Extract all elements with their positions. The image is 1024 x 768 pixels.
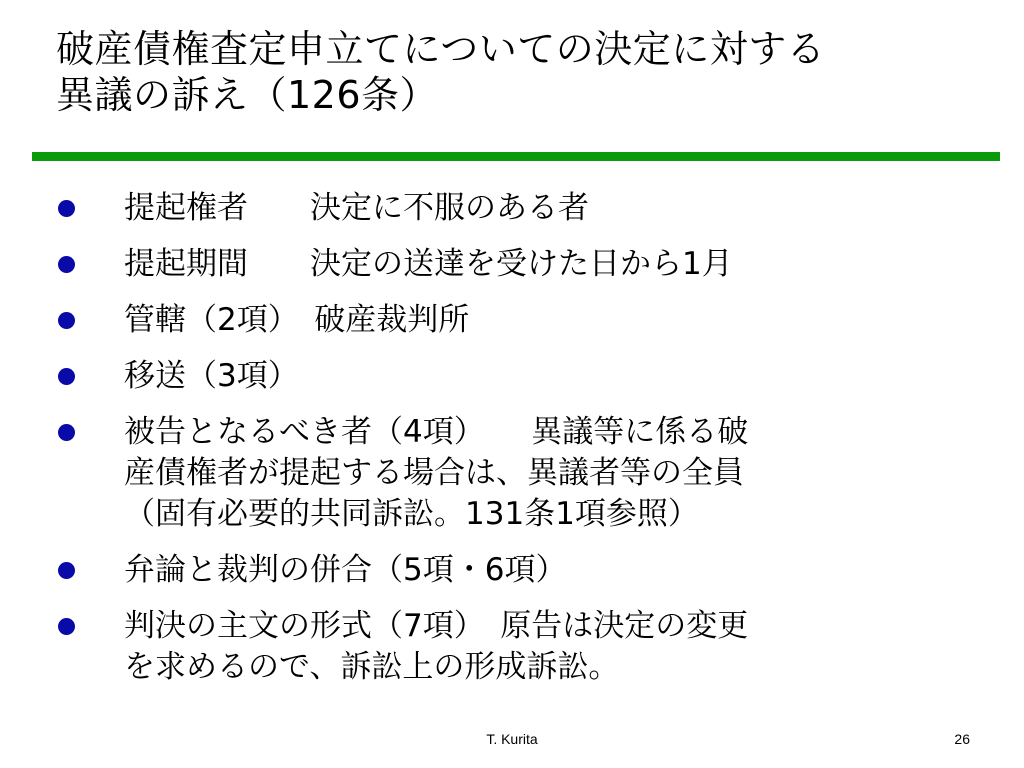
bullet-text: （固有必要的共同訴訟。131条1項参照） [124, 496, 699, 532]
bullet-dot-icon [58, 424, 75, 441]
bullet-item [56, 300, 956, 341]
bullet-text: 提起期間 決定の送達を受けた日から1月 [124, 246, 733, 282]
bullet-text: 判決の主文の形式（7項） 原告は決定の変更 [124, 608, 749, 644]
bullet-item [56, 550, 956, 591]
title-divider [32, 152, 1000, 161]
bullet-dot-icon [58, 368, 75, 385]
bullet-text: 弁論と裁判の併合（5項・6項） [124, 552, 567, 588]
bullet-item [56, 412, 956, 535]
bullet-item [56, 606, 956, 688]
bullet-item [56, 356, 956, 397]
bullet-list [56, 188, 956, 703]
footer-author: T. Kurita [486, 731, 538, 747]
bullet-dot-icon [58, 618, 75, 635]
bullet-text: を求めるので、訴訟上の形成訴訟。 [124, 649, 620, 685]
page-number: 26 [954, 731, 970, 747]
bullet-item [56, 244, 956, 285]
bullet-item [56, 188, 956, 229]
bullet-text: 提起権者 決定に不服のある者 [124, 190, 589, 226]
bullet-text: 産債権者が提起する場合は、異議者等の全員 [124, 455, 744, 491]
bullet-text: 管轄（2項） 破産裁判所 [124, 302, 470, 338]
bullet-dot-icon [58, 200, 75, 217]
bullet-dot-icon [58, 562, 75, 579]
slide-title-line: 破産債権査定申立てについての決定に対する [56, 27, 826, 71]
bullet-text: 移送（3項） [124, 358, 299, 394]
slide-title-line: 異議の訴え（126条） [56, 73, 439, 117]
bullet-text: 被告となるべき者（4項） 異議等に係る破 [124, 414, 749, 450]
bullet-dot-icon [58, 312, 75, 329]
slide-title [56, 26, 986, 118]
bullet-dot-icon [58, 256, 75, 273]
